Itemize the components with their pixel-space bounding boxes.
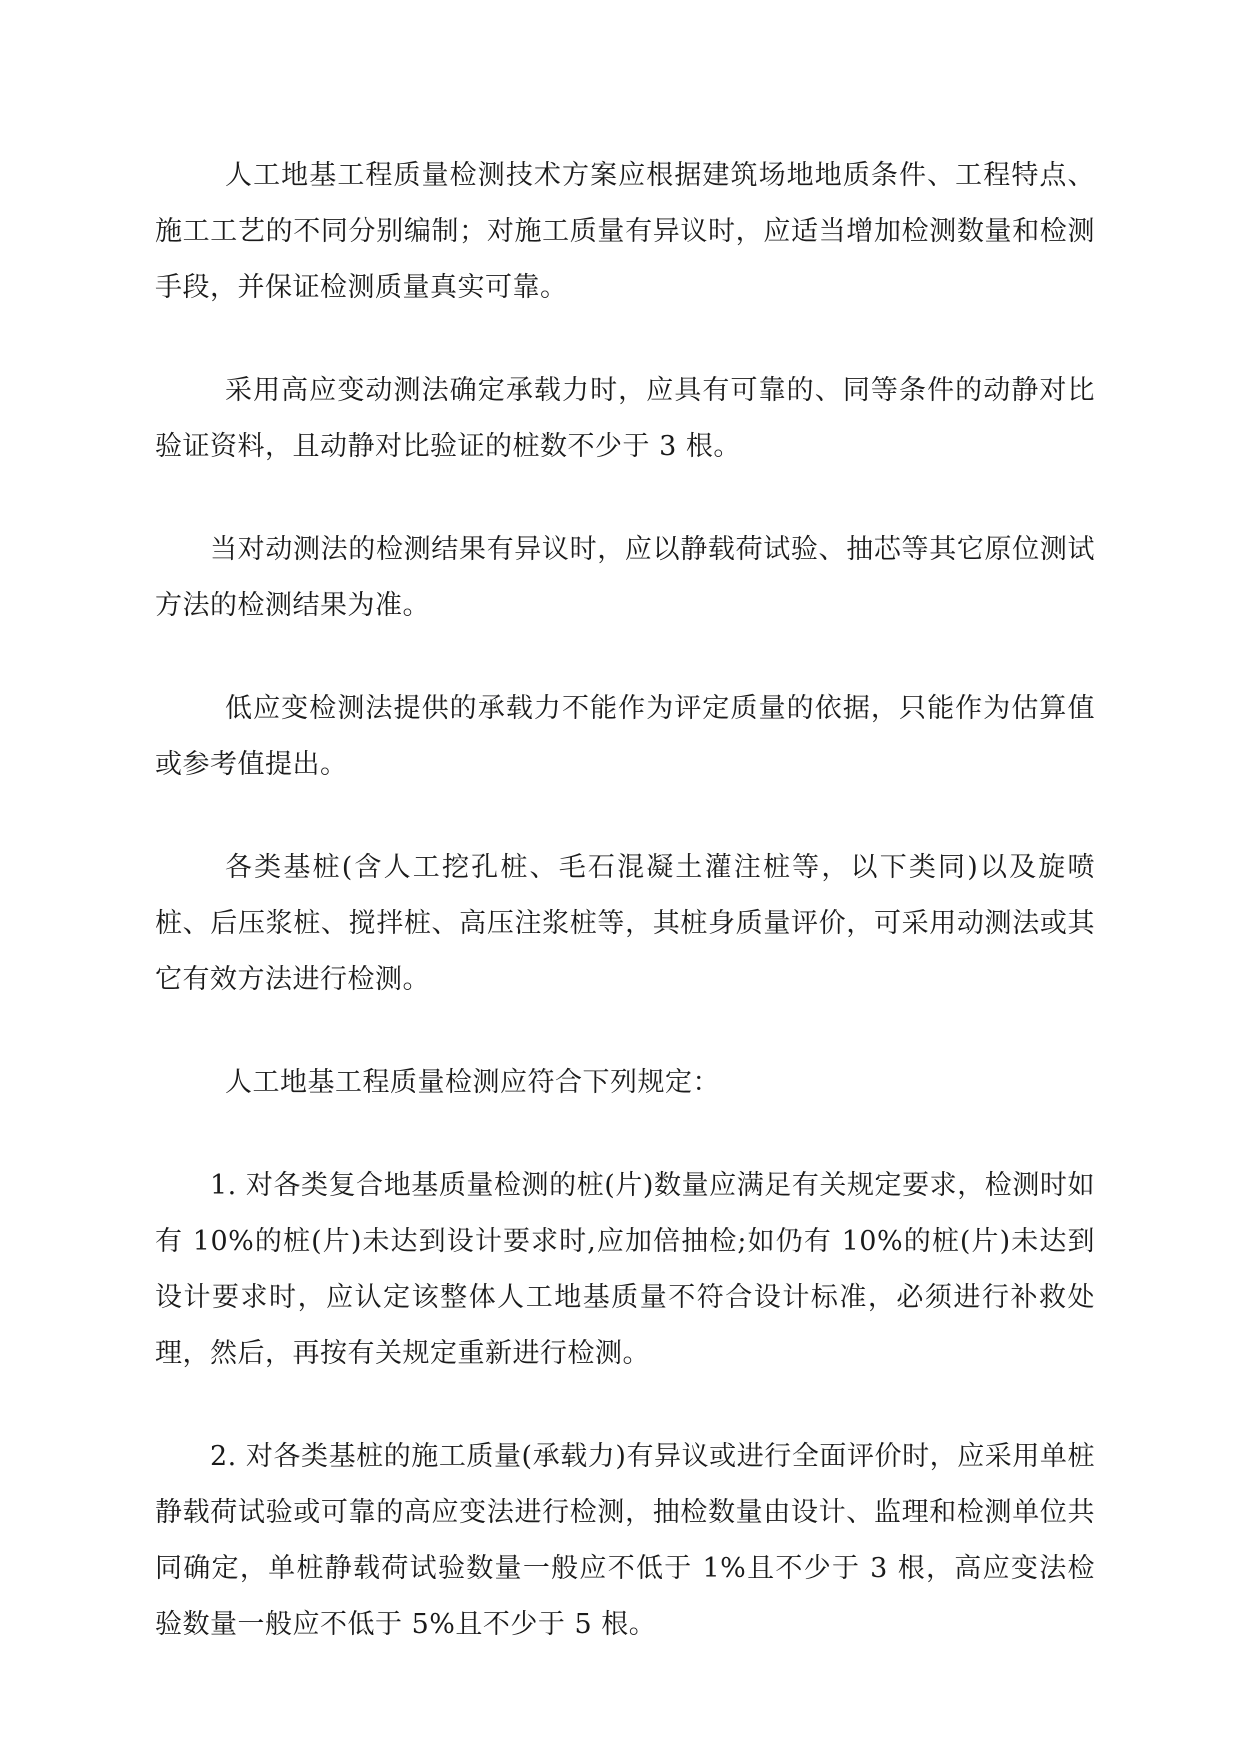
paragraph-dispute-resolution: 当对动测法的检测结果有异议时，应以静载荷试验、抽芯等其它原位测试方法的检测结果为准。 <box>155 534 1095 621</box>
document-body <box>155 148 1095 1653</box>
paragraph-regulations-intro: 人工地基工程质量检测应符合下列规定： <box>225 1067 720 1098</box>
paragraph-high-strain-method: 采用高应变动测法确定承载力时，应具有可靠的、同等条件的动静对比验证资料，且动静对比验证的桩数不少于 3 根。 <box>155 375 1095 462</box>
paragraph-rule-2: 2. 对各类基桩的施工质量(承载力)有异议或进行全面评价时，应采用单桩静载荷试验或可靠的高应变法进行检测，抽检数量由设计、监理和检测单位共同确定，单桩静载荷试验数量一般应不低于 1%且不少于 3 根，高应变法检验数量一般应不低于 5%且不少于 5 根。 <box>155 1441 1095 1640</box>
paragraph-pile-types: 各类基桩(含人工挖孔桩、毛石混凝土灌注桩等，以下类同)以及旋喷桩、后压浆桩、搅拌桩、高压注浆桩等，其桩身质量评价，可采用动测法或其它有效方法进行检测。 <box>155 852 1095 995</box>
paragraph-low-strain-method: 低应变检测法提供的承载力不能作为评定质量的依据，只能作为估算值或参考值提出。 <box>155 693 1095 780</box>
paragraph-rule-1: 1. 对各类复合地基质量检测的桩(片)数量应满足有关规定要求，检测时如有 10%的桩(片)未达到设计要求时,应加倍抽检;如仍有 10%的桩(片)未达到设计要求时，应认定该整体人工地基质量不符合设计标准，必须进行补救处理，然后，再按有关规定重新进行检测。 <box>155 1170 1095 1369</box>
paragraph-testing-plan: 人工地基工程质量检测技术方案应根据建筑场地地质条件、工程特点、施工工艺的不同分别编制；对施工质量有异议时，应适当增加检测数量和检测手段，并保证检测质量真实可靠。 <box>155 160 1095 303</box>
